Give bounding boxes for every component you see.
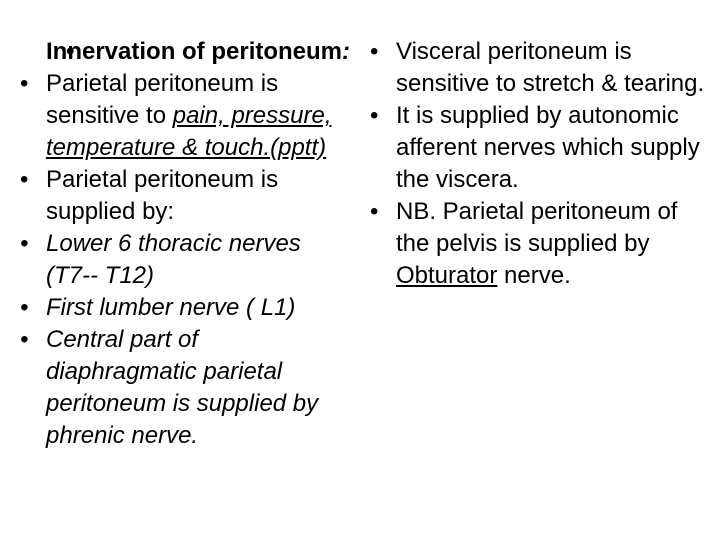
bullet-text: It is supplied by autonomic afferent nerves which supply the viscera. [396, 102, 700, 193]
heading-title: Innervation of peritoneum [46, 38, 343, 65]
bullet-heading [10, 36, 350, 68]
bullet-visceral-sensitivity [360, 36, 705, 100]
left-bullet-list [10, 36, 350, 452]
bullet-autonomic-supply [360, 100, 705, 196]
bullet-pelvis-note [360, 196, 705, 292]
bullet-text: First lumber nerve ( L1) [46, 294, 296, 321]
bullet-text: Central part of diaphragmatic parietal peritoneum is supplied by phrenic nerve. [46, 326, 319, 449]
bullet-text-tail: nerve. [497, 262, 571, 289]
bullet-text: Lower 6 thoracic nerves (T7-- T12) [46, 230, 301, 289]
bullet-parietal-sensitivity [10, 68, 350, 164]
bullet-text: Parietal peritoneum is supplied by: [46, 166, 279, 225]
right-bullet-list [360, 36, 705, 292]
bullet-text: NB. Parietal peritoneum of the pelvis is supplied by [396, 198, 678, 257]
bullet-thoracic-nerves [10, 228, 350, 292]
heading-colon: : [342, 38, 351, 65]
bullet-lumbar-nerve [10, 292, 350, 324]
bullet-text: Visceral peritoneum is sensitive to stretch & tearing. [396, 38, 705, 97]
bullet-diaphragmatic [10, 324, 350, 452]
bullet-text: Parietal peritoneum is sensitive to [46, 70, 279, 129]
bullet-parietal-supply [10, 164, 350, 228]
bullet-emphasis: Obturator [396, 262, 498, 289]
bullet-emphasis: pain, pressure, temperature & touch.(pptt) [46, 102, 332, 161]
